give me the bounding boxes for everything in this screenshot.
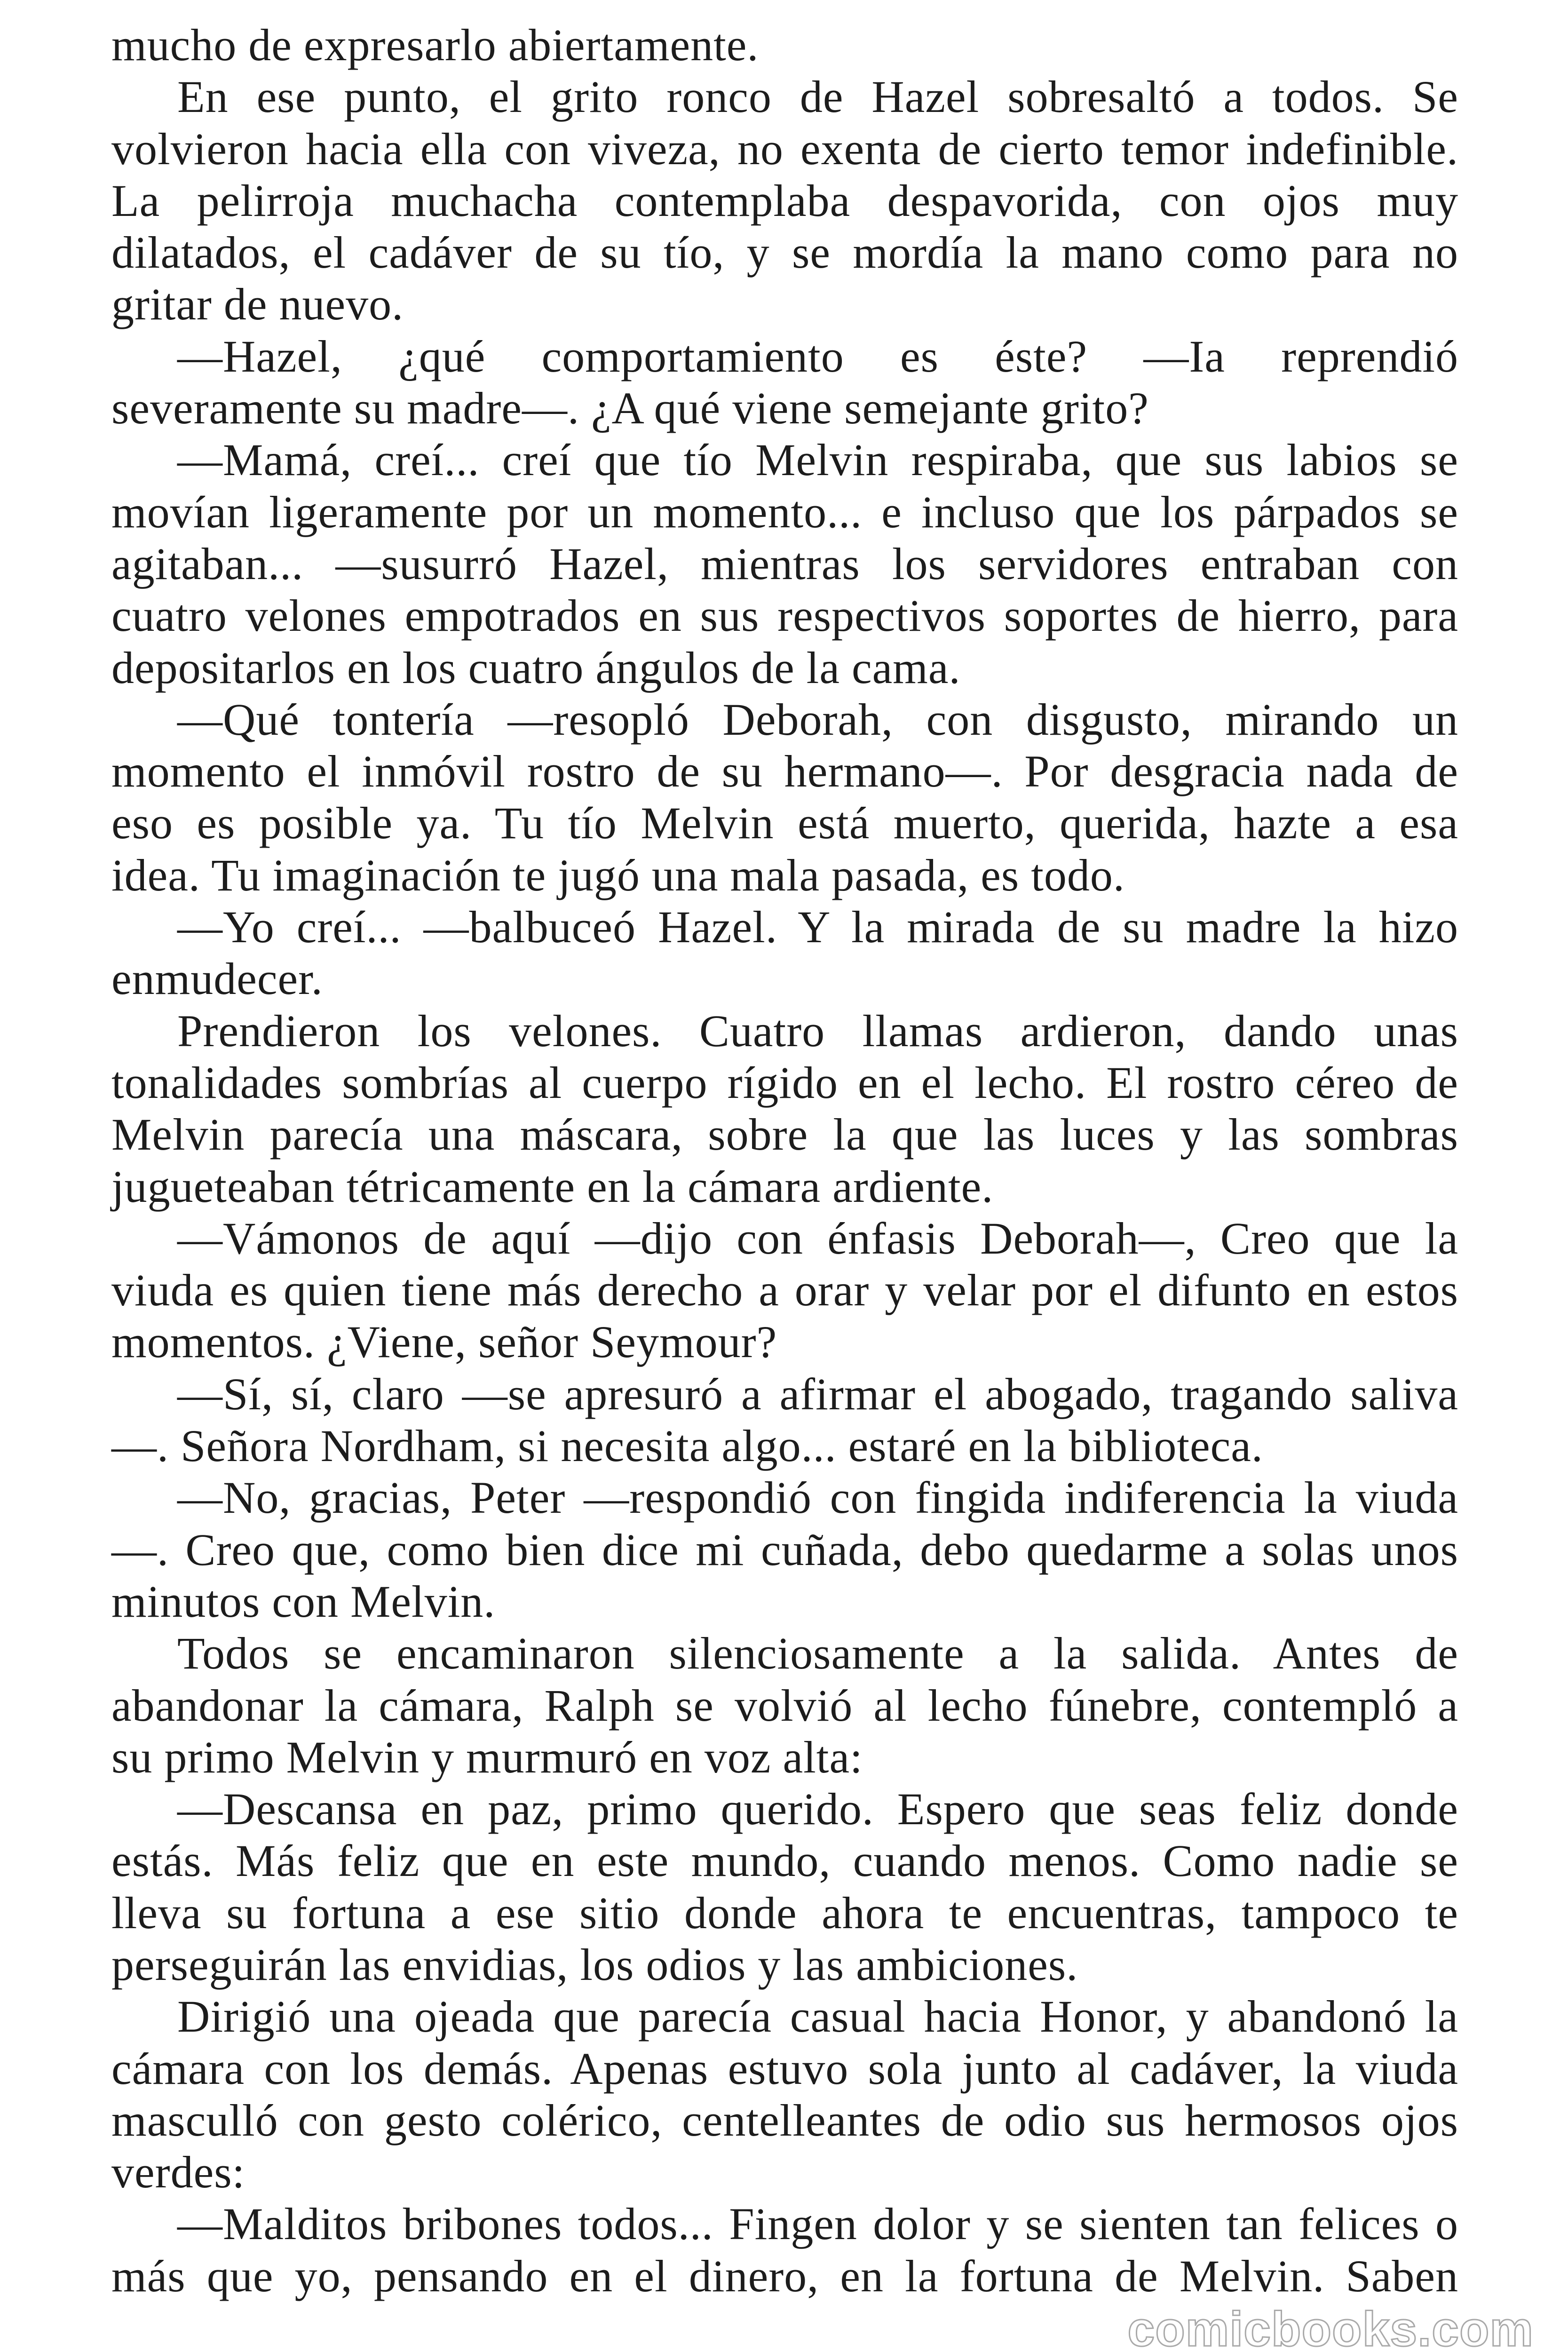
text-line: —. Señora Nordham, si necesita algo... estaré en la biblioteca. xyxy=(111,1421,1263,1471)
paragraph xyxy=(111,1368,1458,1472)
text-line: —Qué tontería —resopló Deborah, con disgusto, mirando un xyxy=(177,694,1458,745)
text-line: Prendieron los velones. Cuatro llamas ardieron, dando unas xyxy=(177,1005,1458,1056)
paragraph xyxy=(111,331,1458,435)
paragraph xyxy=(111,694,1458,901)
text-line: más que yo, pensando en el dinero, en la fortuna de Melvin. Saben xyxy=(111,2250,1458,2301)
text-line: En ese punto, el grito ronco de Hazel sobresaltó a todos. Se xyxy=(177,72,1458,122)
text-line: idea. Tu imaginación te jugó una mala pasada, es todo. xyxy=(111,850,1125,900)
text-line: —Vámonos de aquí —dijo con énfasis Deborah—, Creo que la xyxy=(177,1213,1458,1263)
text-line: movían ligeramente por un momento... e incluso que los párpados se xyxy=(111,486,1458,537)
text-line: La pelirroja muchacha contemplaba despavorida, con ojos muy xyxy=(111,175,1458,226)
paragraph xyxy=(111,71,1458,330)
text-line: jugueteaban tétricamente en la cámara ardiente. xyxy=(111,1161,994,1212)
page-text xyxy=(111,19,1458,2302)
text-line: minutos con Melvin. xyxy=(111,1576,496,1627)
paragraph xyxy=(111,1783,1458,1991)
text-line: eso es posible ya. Tu tío Melvin está muerto, querida, hazte a esa xyxy=(111,798,1458,849)
text-line: —Mamá, creí... creí que tío Melvin respiraba, que sus labios se xyxy=(177,435,1458,485)
text-line: cuatro velones empotrados en sus respectivos soportes de hierro, para xyxy=(111,590,1458,641)
paragraph xyxy=(111,1991,1458,2198)
text-line: depositarlos en los cuatro ángulos de la cama. xyxy=(111,642,961,693)
text-line: tonalidades sombrías al cuerpo rígido en el lecho. El rostro céreo de xyxy=(111,1057,1458,1108)
text-line: —No, gracias, Peter —respondió con fingida indiferencia la viuda xyxy=(177,1472,1458,1523)
text-line: volvieron hacia ella con viveza, no exenta de cierto temor indefinible. xyxy=(111,123,1458,174)
text-line: momentos. ¿Viene, señor Seymour? xyxy=(111,1317,777,1367)
text-line: momento el inmóvil rostro de su hermano—. Por desgracia nada de xyxy=(111,746,1458,797)
text-line: dilatados, el cadáver de su tío, y se mordía la mano como para no xyxy=(111,227,1458,278)
watermark: comicbooks.com xyxy=(1127,2307,1534,2352)
text-line: —Hazel, ¿qué comportamiento es éste? —Ia reprendió xyxy=(177,331,1458,381)
text-line: —Sí, sí, claro —se apresuró a afirmar el abogado, tragando saliva xyxy=(177,1368,1458,1419)
paragraph xyxy=(111,1628,1458,1783)
text-line: mucho de expresarlo abiertamente. xyxy=(111,20,759,70)
text-line: —Descansa en paz, primo querido. Espero que seas feliz donde xyxy=(177,1784,1458,1835)
text-line: —. Creo que, como bien dice mi cuñada, debo quedarme a solas unos xyxy=(111,1524,1458,1575)
paragraph xyxy=(111,434,1458,693)
text-line: Melvin parecía una máscara, sobre la que las luces y las sombras xyxy=(111,1109,1458,1160)
paragraph xyxy=(111,19,1458,71)
text-line: —Malditos bribones todos... Fingen dolor y se sienten tan felices o xyxy=(177,2199,1458,2249)
paragraph xyxy=(111,2198,1458,2302)
text-line: severamente su madre—. ¿A qué viene semejante grito? xyxy=(111,383,1149,434)
paragraph xyxy=(111,1472,1458,1628)
paragraph xyxy=(111,1005,1458,1213)
text-line: viuda es quien tiene más derecho a orar y velar por el difunto en estos xyxy=(111,1265,1458,1316)
text-line: abandonar la cámara, Ralph se volvió al lecho fúnebre, contempló a xyxy=(111,1680,1458,1731)
paragraph xyxy=(111,1213,1458,1368)
text-line: perseguirán las envidias, los odios y las ambiciones. xyxy=(111,1939,1078,1990)
text-line: lleva su fortuna a ese sitio donde ahora te encuentras, tampoco te xyxy=(111,1887,1458,1938)
text-line: —Yo creí... —balbuceó Hazel. Y la mirada de su madre la hizo xyxy=(177,902,1458,953)
text-line: cámara con los demás. Apenas estuvo sola junto al cadáver, la viuda xyxy=(111,2043,1458,2094)
text-line: Dirigió una ojeada que parecía casual hacia Honor, y abandonó la xyxy=(177,1991,1458,2042)
text-line: estás. Más feliz que en este mundo, cuando menos. Como nadie se xyxy=(111,1836,1458,1886)
text-line: masculló con gesto colérico, centelleantes de odio sus hermosos ojos xyxy=(111,2095,1458,2145)
text-line: enmudecer. xyxy=(111,954,323,1004)
text-line: verdes: xyxy=(111,2147,245,2198)
text-line: Todos se encaminaron silenciosamente a la salida. Antes de xyxy=(177,1628,1458,1679)
text-line: agitaban... —susurró Hazel, mientras los servidores entraban con xyxy=(111,538,1458,589)
paragraph xyxy=(111,901,1458,1005)
text-line: su primo Melvin y murmuró en voz alta: xyxy=(111,1732,863,1782)
text-line: gritar de nuevo. xyxy=(111,279,404,330)
